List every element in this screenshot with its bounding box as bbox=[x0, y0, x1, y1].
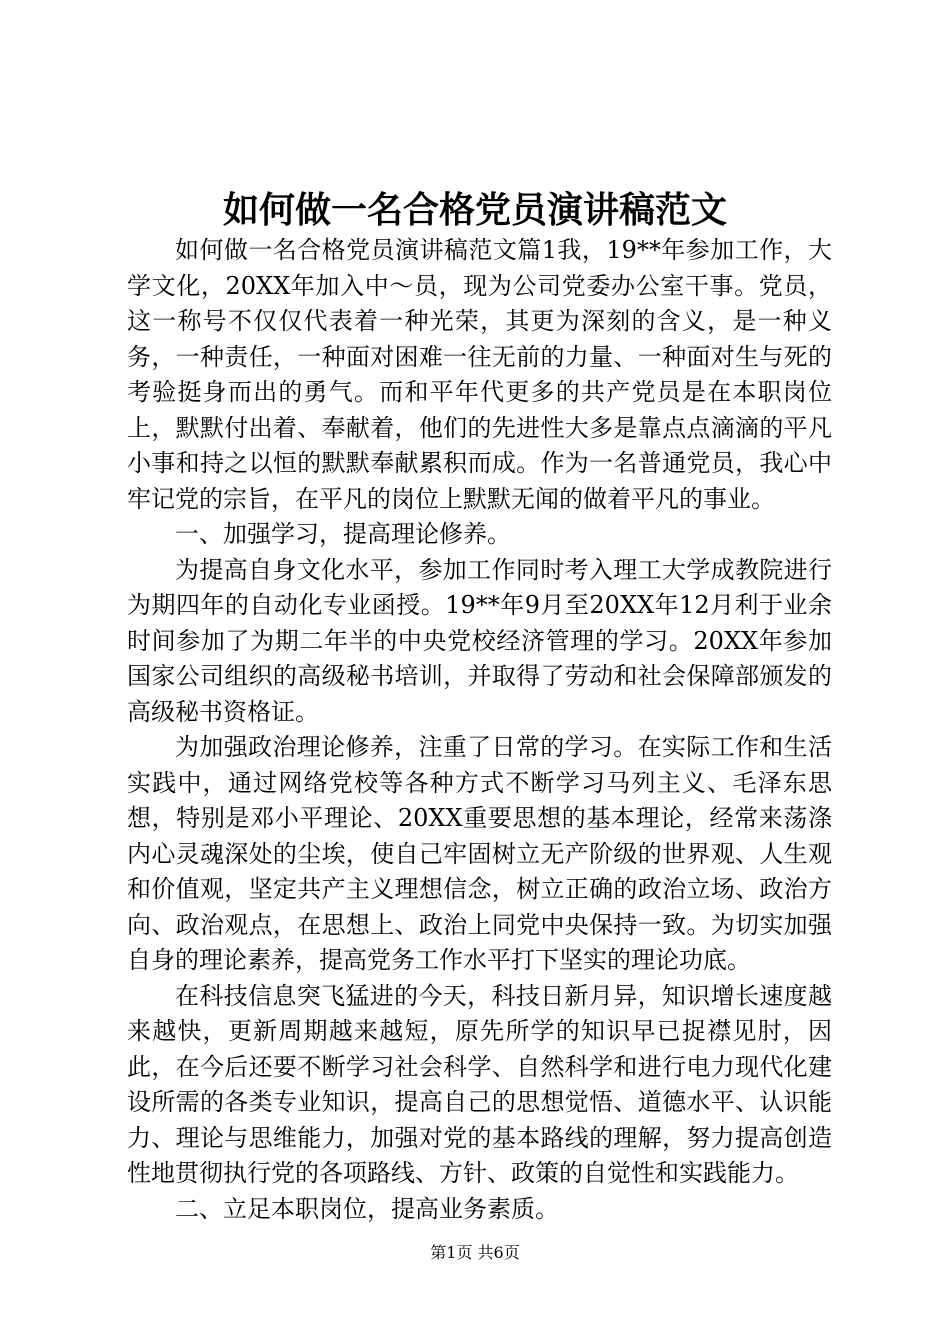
paragraph-political-theory: 为加强政治理论修养，注重了日常的学习。在实际工作和生活实践中，通过网络党校等各种方式不断学习马列主义、毛泽东思想，特别是邓小平理论、20XX重要思想的基本理论，经常来荡涤内心灵魂深处的尘埃，使自己牢固树立无产阶级的世界观、人生观和价值观，坚定共产主义理想信念，树立正确的政治立场、政治方向、政治观点，在思想上、政治上同党中央保持一致。为切实加强自身的理论素养，提高党务工作水平打下坚实的理论功底。 bbox=[127, 733, 832, 974]
section-heading-2: 二、立足本职岗位，提高业务素质。 bbox=[175, 1194, 559, 1223]
section-heading-1: 一、加强学习，提高理论修养。 bbox=[175, 520, 511, 548]
document-title: 如何做一名合格党员演讲稿范文 bbox=[222, 189, 727, 231]
document-body bbox=[127, 233, 832, 1227]
paragraph-technology: 在科技信息突飞猛进的今天，科技日新月异，知识增长速度越来越快，更新周期越来越短，原先所学的知识早已捉襟见肘，因此，在今后还要不断学习社会科学、自然科学和进行电力现代化建设所需的各类专业知识，提高自己的思想觉悟、道德水平、认识能力、理论与思维能力，加强对党的基本路线的理解，努力提高创造性地贯彻执行党的各项路线、方针、政策的自觉性和实践能力。 bbox=[127, 981, 832, 1187]
page-number-footer: 第1页 共6页 bbox=[430, 1243, 520, 1262]
paragraph-education: 为提高自身文化水平，参加工作同时考入理工大学成教院进行为期四年的自动化专业函授。19**年9月至20XX年12月利于业余时间参加了为期二年半的中央党校经济管理的学习。20XX年参加国家公司组织的高级秘书培训，并取得了劳动和社会保障部颁发的高级秘书资格证。 bbox=[127, 555, 832, 726]
paragraph-intro: 如何做一名合格党员演讲稿范文篇1我，19**年参加工作，大学文化，20XX年加入中～员，现为公司党委办公室干事。党员，这一称号不仅仅代表着一种光荣，其更为深刻的含义，是一种义务，一种责任，一种面对困难一往无前的力量、一种面对生与死的考验挺身而出的勇气。而和平年代更多的共产党员是在本职岗位上，默默付出着、奉献着，他们的先进性大多是靠点点滴滴的平凡小事和持之以恒的默默奉献累积而成。作为一名普通党员，我心中牢记党的宗旨，在平凡的岗位上默默无闻的做着平凡的事业。 bbox=[127, 236, 832, 513]
